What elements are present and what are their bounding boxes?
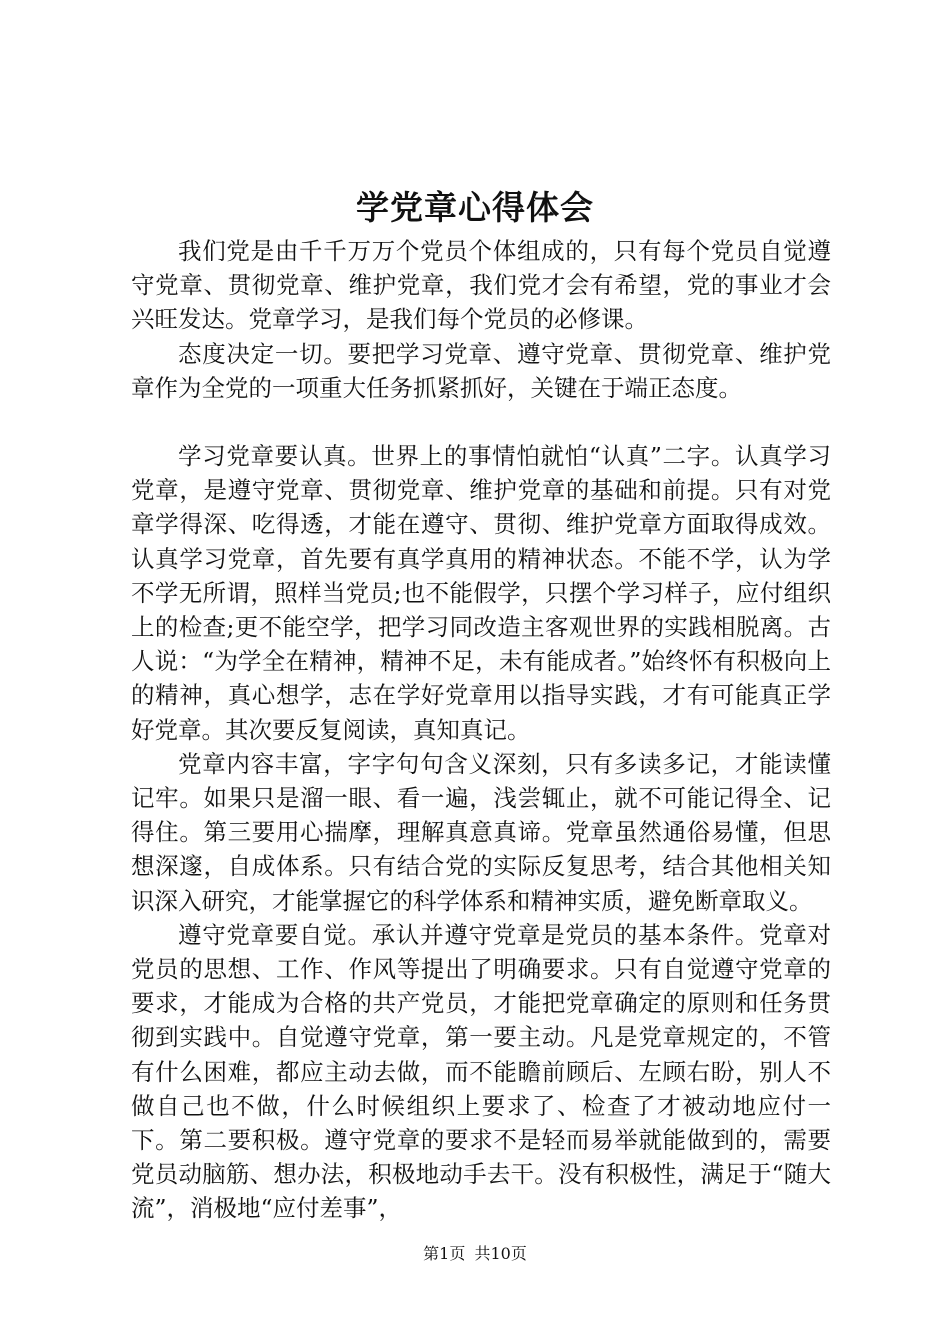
document-body: [131, 234, 831, 1226]
paragraph: 我们党是由千千万万个党员个体组成的，只有每个党员自觉遵守党章、贯彻党章、维护党章，我们党才会有希望，党的事业才会兴旺发达。党章学习，是我们每个党员的必修课。: [131, 237, 831, 334]
page-number: 第1页: [423, 1244, 466, 1263]
paragraph: 遵守党章要自觉。承认并遵守党章是党员的基本条件。党章对党员的思想、工作、作风等提出了明确要求。只有自觉遵守党章的要求，才能成为合格的共产党员，才能把党章确定的原则和任务贯彻到实践中。自觉遵守党章，第一要主动。凡是党章规定的，不管有什么困难，都应主动去做，而不能瞻前顾后、左顾右盼，别人不做自己也不做，什么时候组织上要求了、检查了才被动地应付一下。第二要积极。遵守党章的要求不是轻而易举就能做到的，需要党员动脑筋、想办法，积极地动手去干。没有积极性，满足于“随大流”，消极地“应付差事”，: [131, 920, 831, 1223]
paragraph: 学习党章要认真。世界上的事情怕就怕“认真”二字。认真学习党章，是遵守党章、贯彻党章、维护党章的基础和前提。只有对党章学得深、吃得透，才能在遵守、贯彻、维护党章方面取得成效。认真学习党章，首先要有真学真用的精神状态。不能不学，认为学不学无所谓，照样当党员;也不能假学，只摆个学习样子，应付组织上的检查;更不能空学，把学习同改造主客观世界的实践相脱离。古人说：“为学全在精神，精神不足，未有能成者。”始终怀有积极向上的精神，真心想学，志在学好党章用以指导实践，才有可能真正学好党章。其次要反复阅读，真知真记。: [131, 442, 831, 744]
document-title: 学党章心得体会: [356, 188, 594, 227]
paragraph: 党章内容丰富，字字句句含义深刻，只有多读多记，才能读懂记牢。如果只是溜一眼、看一遍，浅尝辄止，就不可能记得全、记得住。第三要用心揣摩，理解真意真谛。党章虽然通俗易懂，但思想深邃，自成体系。只有结合党的实际反复思考，结合其他相关知识深入研究，才能掌握它的科学体系和精神实质，避免断章取义。: [131, 749, 831, 915]
page-total: 共10页: [474, 1244, 527, 1263]
page-footer: [0, 1243, 950, 1265]
paragraph: 态度决定一切。要把学习党章、遵守党章、贯彻党章、维护党章作为全党的一项重大任务抓紧抓好，关键在于端正态度。: [131, 339, 831, 402]
